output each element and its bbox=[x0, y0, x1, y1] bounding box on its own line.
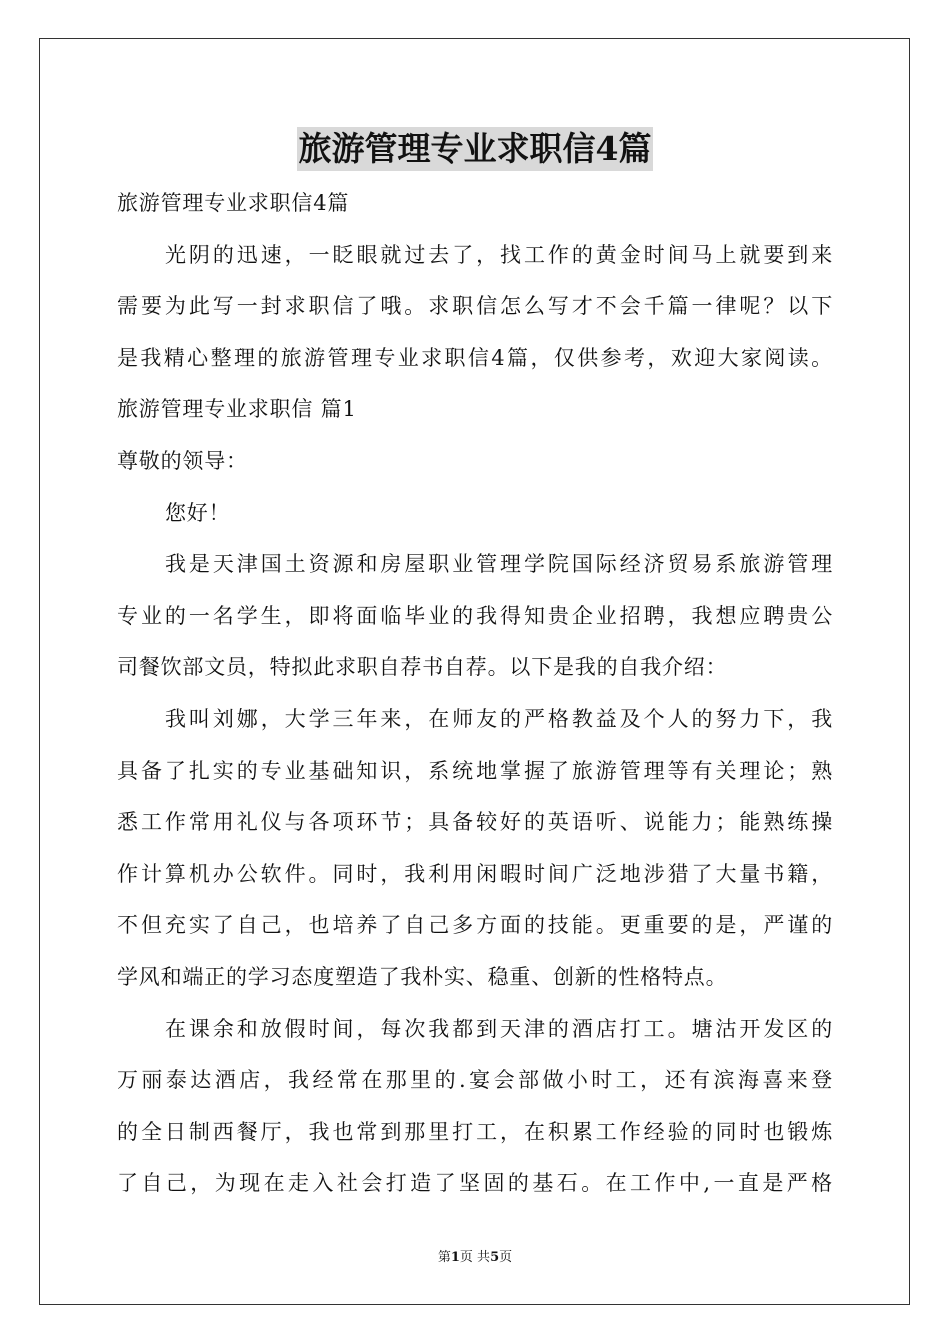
title-container bbox=[0, 127, 950, 171]
text-line: 尊敬的领导： bbox=[117, 448, 248, 473]
text-line: 具备了扎实的专业基础知识，系统地掌握了旅游管理等有关理论；熟 bbox=[117, 758, 833, 783]
footer-total-pages: 5 bbox=[490, 1250, 500, 1265]
footer-prefix: 第 bbox=[437, 1250, 451, 1265]
text-line: 万丽泰达酒店，我经常在那里的.宴会部做小时工，还有滨海喜来登 bbox=[117, 1068, 833, 1093]
text-line: 旅游管理专业求职信 篇1 bbox=[117, 397, 357, 422]
text-line: 学风和端正的学习态度塑造了我朴实、稳重、创新的性格特点。 bbox=[117, 964, 728, 989]
text-line: 光阴的迅速，一眨眼就过去了，找工作的黄金时间马上就要到来 bbox=[165, 242, 833, 267]
text-line: 的全日制西餐厅，我也常到那里打工，在积累工作经验的同时也锻炼 bbox=[117, 1119, 833, 1144]
document-body bbox=[117, 178, 833, 1210]
page-footer bbox=[0, 1246, 950, 1265]
footer-mid: 页 共 bbox=[459, 1250, 491, 1265]
document-title: 旅游管理专业求职信4篇 bbox=[297, 127, 654, 171]
text-line: 在课余和放假时间，每次我都到天津的酒店打工。塘沽开发区的 bbox=[165, 1016, 833, 1041]
text-line: 旅游管理专业求职信4篇 bbox=[117, 191, 350, 215]
text-line: 需要为此写一封求职信了哦。求职信怎么写才不会千篇一律呢？以下 bbox=[117, 294, 833, 319]
text-line: 我叫刘娜，大学三年来，在师友的严格教益及个人的努力下，我 bbox=[165, 706, 833, 731]
text-line: 悉工作常用礼仪与各项环节；具备较好的英语听、说能力；能熟练操 bbox=[117, 810, 833, 835]
footer-suffix: 页 bbox=[499, 1250, 513, 1265]
text-line: 专业的一名学生，即将面临毕业的我得知贵企业招聘，我想应聘贵公 bbox=[117, 603, 833, 628]
text-line: 了自己，为现在走入社会打造了坚固的基石。在工作中,一直是严格 bbox=[117, 1171, 833, 1196]
text-line: 您好！ bbox=[165, 500, 231, 525]
footer-current-page: 1 bbox=[450, 1250, 460, 1265]
text-line: 不但充实了自己，也培养了自己多方面的技能。更重要的是，严谨的 bbox=[117, 913, 833, 938]
text-line: 我是天津国土资源和房屋职业管理学院国际经济贸易系旅游管理 bbox=[165, 552, 833, 577]
text-line: 作计算机办公软件。同时，我利用闲暇时间广泛地涉猎了大量书籍， bbox=[117, 861, 833, 886]
text-line: 是我精心整理的旅游管理专业求职信4篇，仅供参考，欢迎大家阅读。 bbox=[117, 345, 833, 370]
text-line: 司餐饮部文员，特拟此求职自荐书自荐。以下是我的自我介绍： bbox=[117, 655, 728, 680]
